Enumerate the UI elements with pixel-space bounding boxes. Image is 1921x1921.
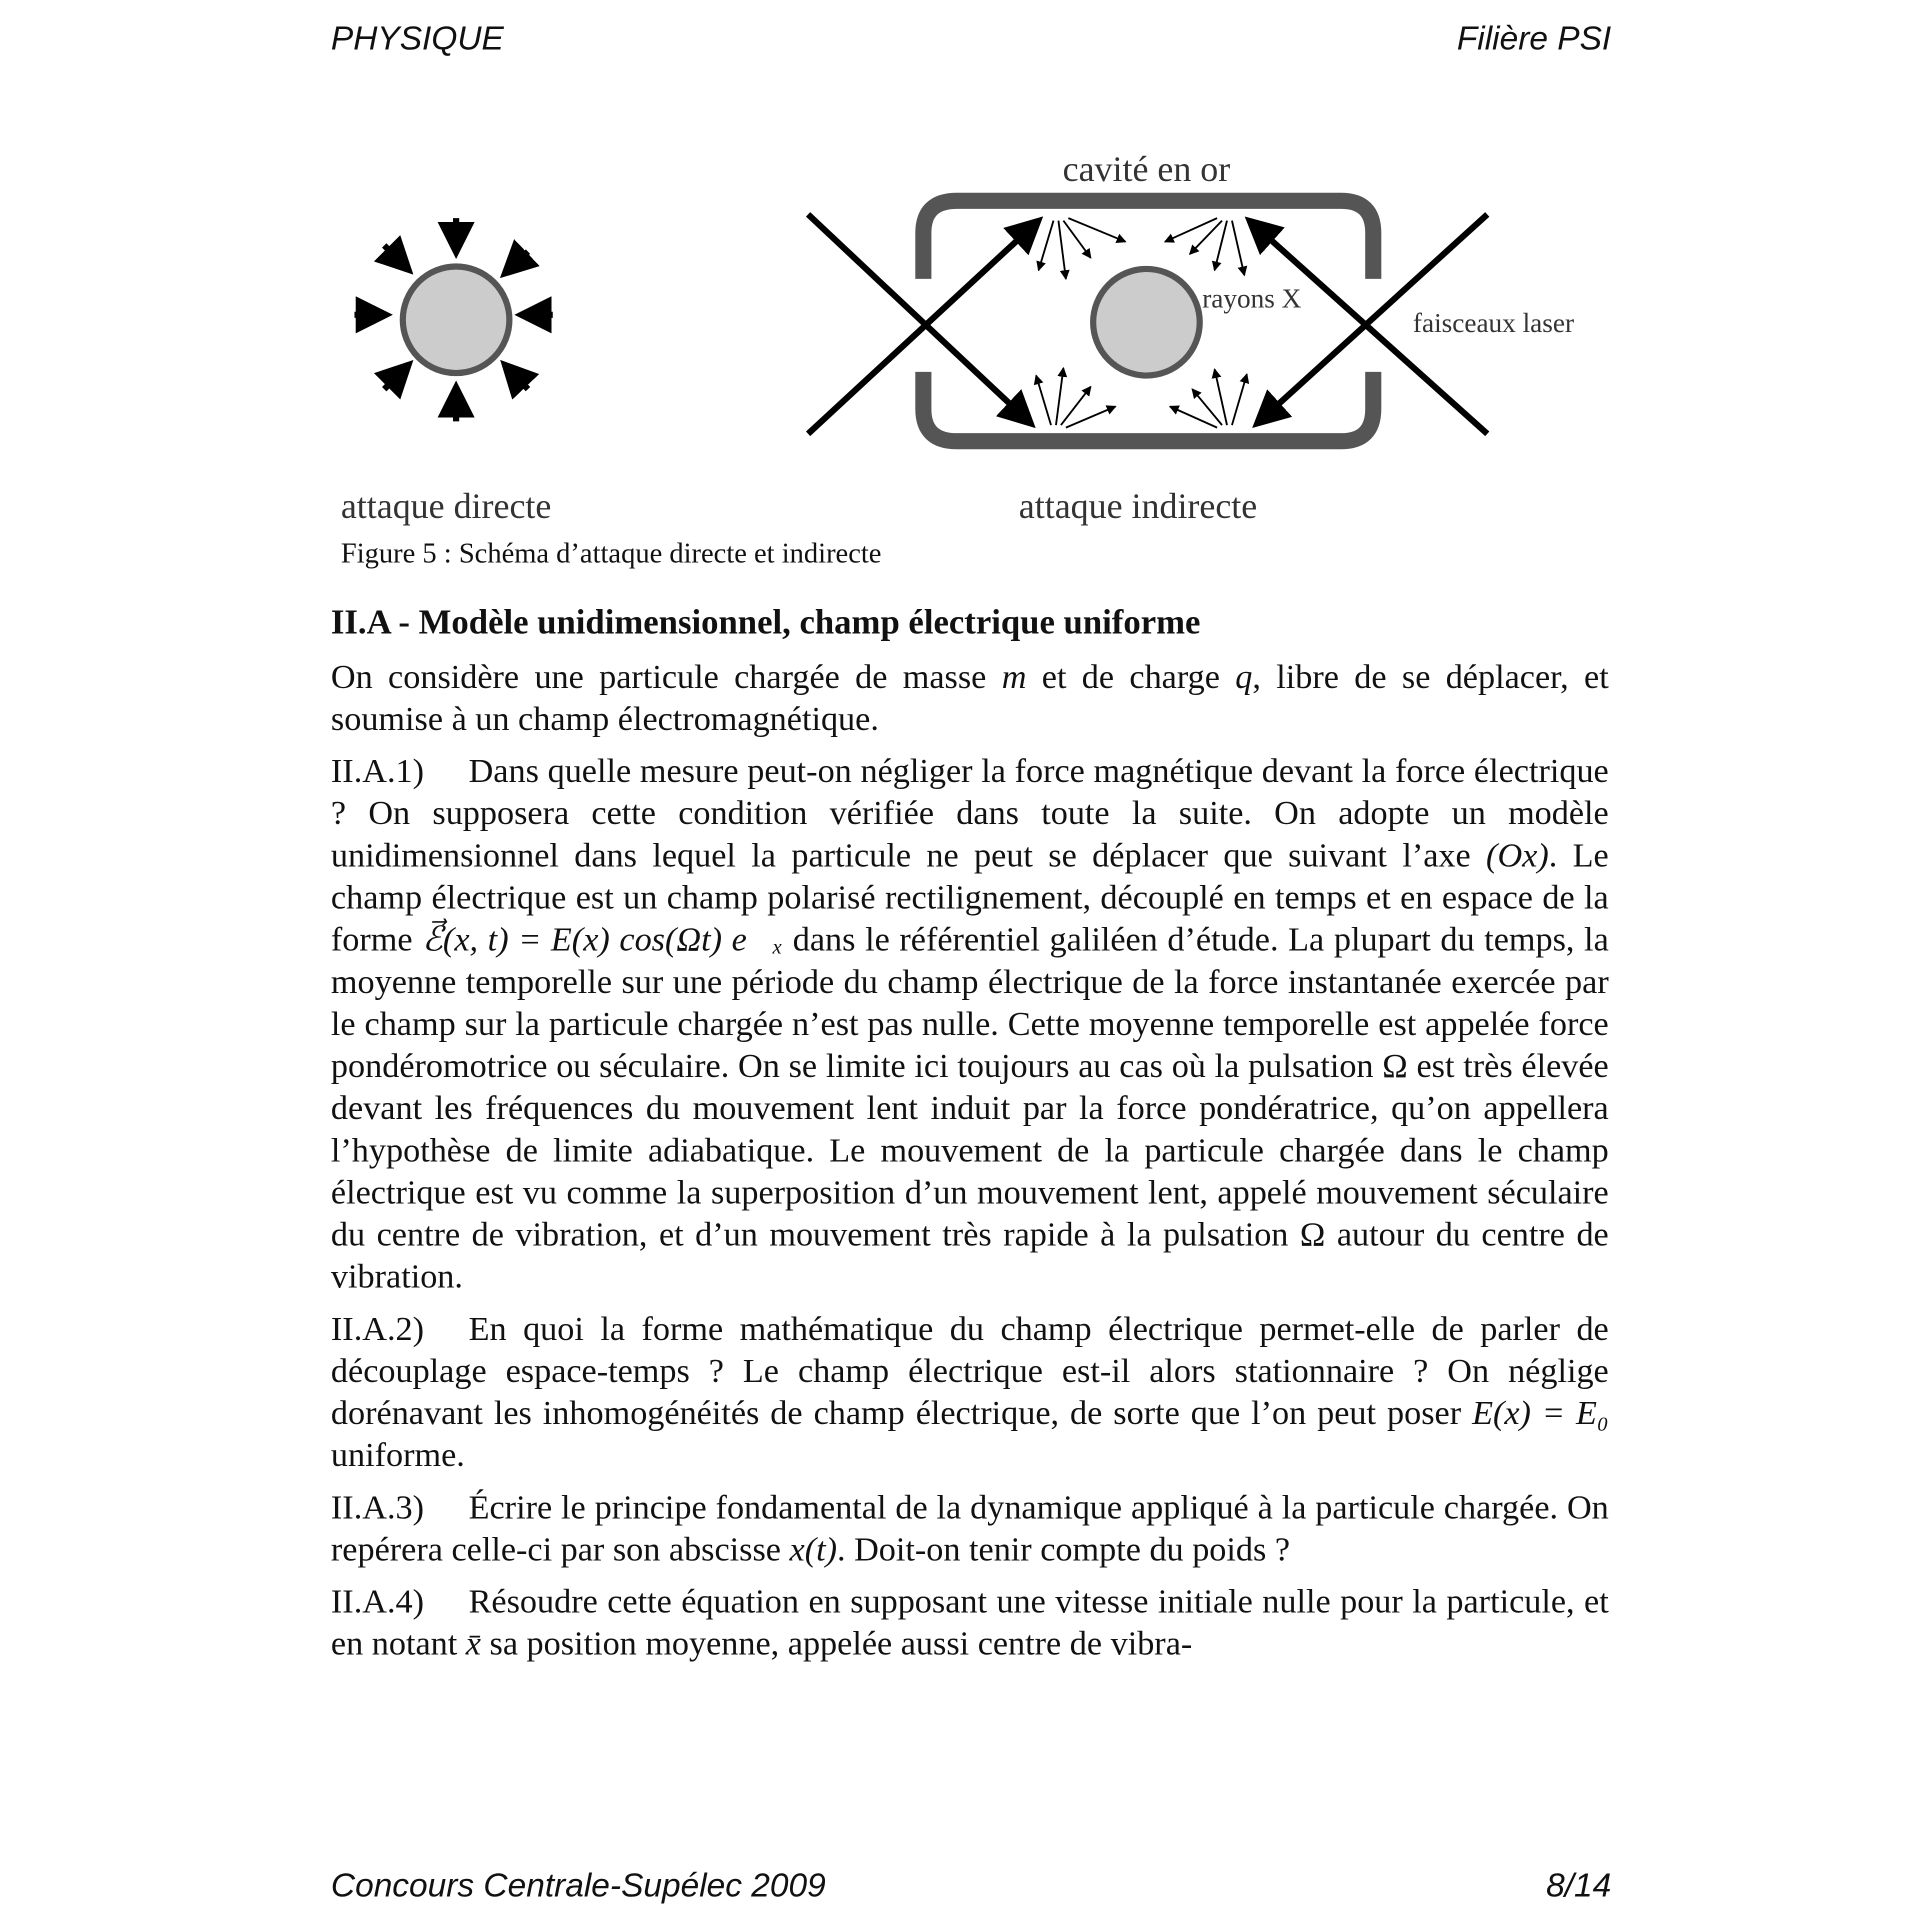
document-body — [331, 601, 1609, 1674]
indirect-attack-drawing — [808, 149, 1574, 441]
figure-caption: Figure 5 : Schéma d’attaque directe et indirecte — [340, 537, 882, 569]
header-track: Filière PSI — [1456, 19, 1612, 58]
capsule-sphere — [1093, 269, 1200, 376]
label-indirect: attaque indirecte — [1018, 486, 1258, 527]
intro-paragraph: On considère une particule chargée de masse m et de charge q, libre de se déplacer, et soumise à un champ électromagnétique. — [330, 656, 1609, 738]
question-II-A-4: II.A.4) Résoudre cette équation en supposant une vitesse initiale nulle pour la particule, et en notant x̄ sa position moyenne, appelée aussi centre de vibra- — [330, 1581, 1609, 1663]
section-title: II.A - Modèle unidimensionnel, champ électrique uniforme — [330, 603, 1201, 643]
target-sphere — [403, 266, 510, 373]
footer-page-number: 8/14 — [1546, 1866, 1612, 1904]
question-II-A-3: II.A.3) Écrire le principe fondamental de la dynamique appliqué à la particule chargée. On repérera celle-ci par son abscisse x(t). Doit-on tenir compte du poids ? — [330, 1487, 1609, 1568]
direct-attack-drawing — [354, 218, 552, 421]
label-cavity: cavité en or — [1062, 148, 1231, 189]
label-lasers: faisceaux laser — [1412, 308, 1575, 339]
question-II-A-2: II.A.2) En quoi la forme mathématique du champ électrique permet-elle de parler de découplage espace-temps ? Le champ électrique est-il alors stationnaire ? On néglige dorénavant les inhomogénéités de champ électrique, de sorte que l’on peut poser E(x) = E₀ uniforme. — [330, 1308, 1609, 1474]
footer-contest: Concours Centrale-Supélec 2009 — [330, 1866, 826, 1904]
label-xrays: rayons X — [1202, 283, 1302, 314]
figure-5-diagram — [0, 0, 1921, 545]
header-subject: PHYSIQUE — [330, 19, 504, 58]
label-direct: attaque directe — [340, 486, 552, 527]
question-II-A-1: II.A.1) Dans quelle mesure peut-on négliger la force magnétique devant la force électrique ? On supposera cette condition vérifiée dans toute la suite. On adopte un modèle unidimensionnel dans lequel la particule ne peut se déplacer que suivant l’axe (Ox). Le champ électrique est un champ polarisé rectilignement, découplé en temps et en espace de la forme ℰ⃗(x, t) = E(x) cos(Ωt) e⃗ₓ dans le référentiel galiléen d’étude. La plupart du temps, la moyenne temporelle sur une période du champ électrique de la force instantanée exercée par le champ sur la particule chargée n’est pas nulle. Cette moyenne temporelle est appelée force pondéromotrice ou séculaire. On se limite ici toujours au cas où la pulsation Ω est très élevée devant les fréquences du mouvement lent induit par la force pondératrice, qu’on appellera l’hypothèse de limite adiabatique. Le mouvement de la particule chargée dans le champ électrique est vu comme la superposition d’un mouvement lent, appelé mouvement séculaire du centre de vibration, et d’un mouvement très rapide à la pulsation Ω autour du centre de vibration. — [330, 751, 1609, 1296]
